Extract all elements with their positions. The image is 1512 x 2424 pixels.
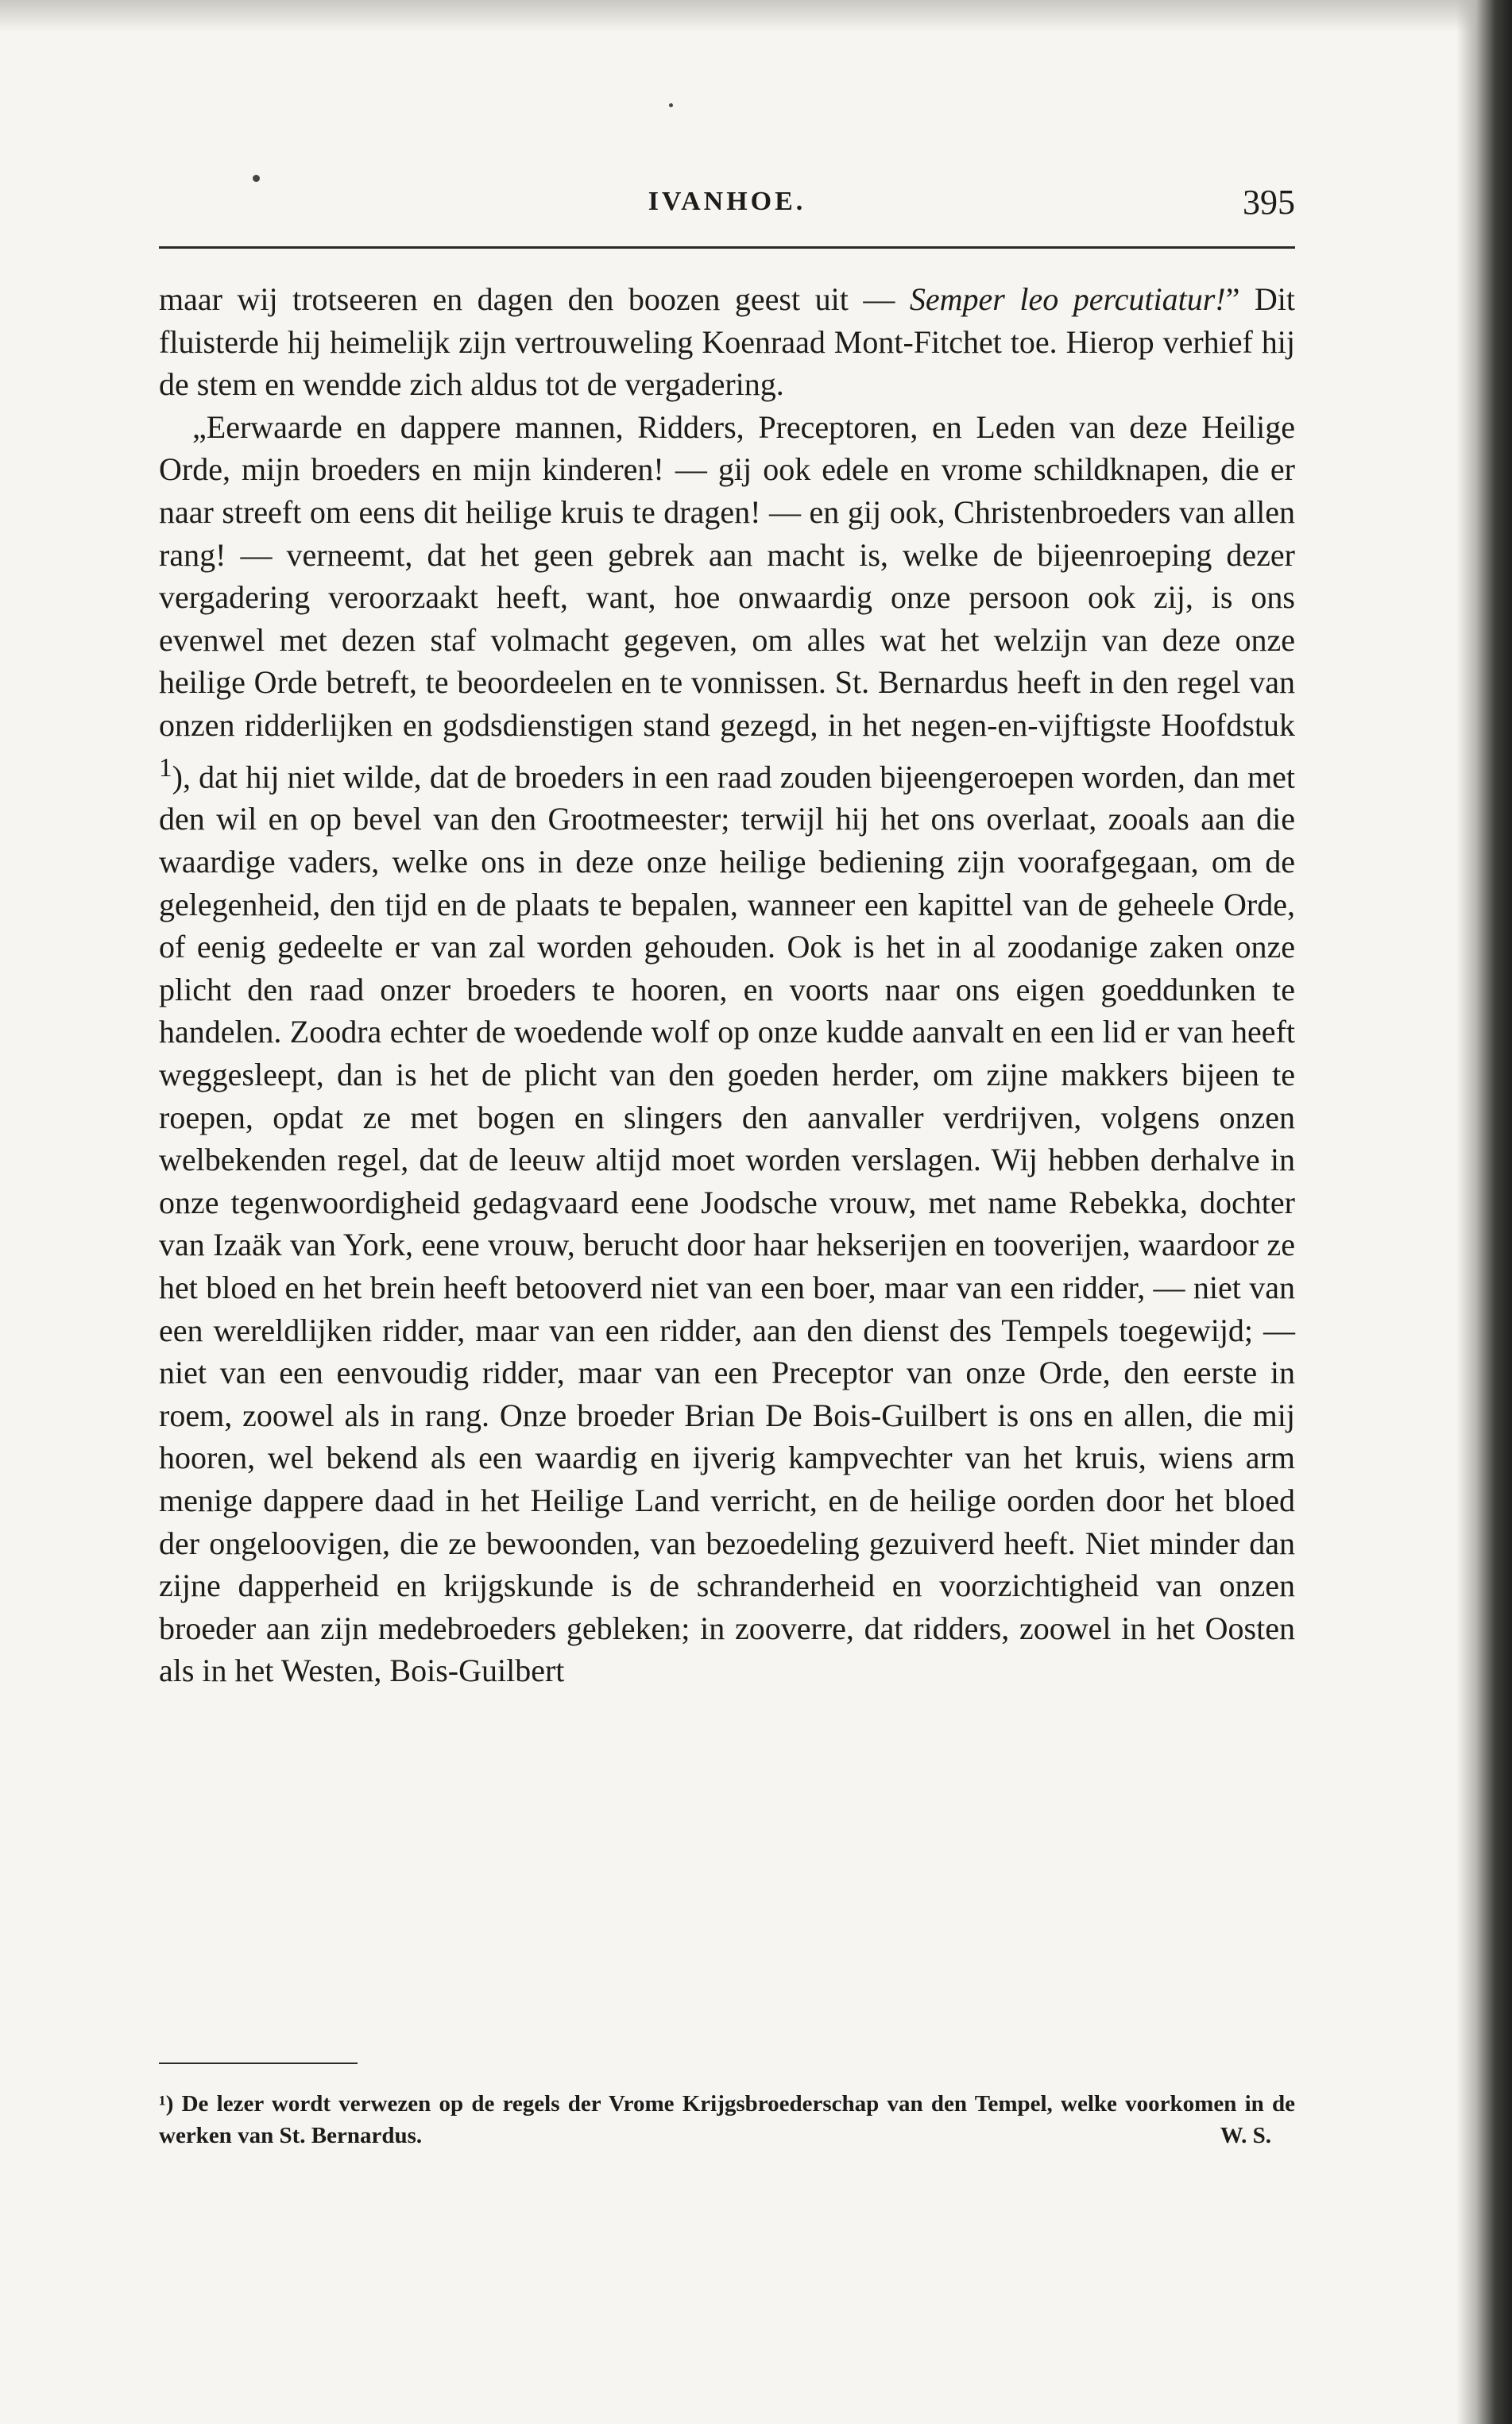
paragraph-2-part-b: ), dat hij niet wilde, dat de broeders in een raad zouden bijeengeroepen worden, dan met den wil en op bevel van den Grootmeester; terwijl hij het ons overlaat, zooals aan die waardige vaders, welke ons in deze onze heilige bediening zijn voorafgegaan, om de gelegenheid, den tijd en de plaats te bepalen, wanneer een kapittel van de geheele Orde, of eenig gedeelte er van zal worden gehouden. Ook is het in al zoodanige zaken onze plicht den raad onzer broeders te hooren, en voorts naar ons eigen goeddunken te handelen. Zoodra echter de woedende wolf op onze kudde aanvalt en een lid er van heeft weggesleept, dan is het de plicht van den goeden herder, om zijne makkers bijeen te roepen, opdat ze met bogen en slingers den aanvaller verdrijven, volgens onzen welbekenden regel, dat de leeuw altijd moet worden verslagen. Wij hebben derhalve in onze tegenwoordigheid gedagvaard eene Joodsche vrouw, met name Rebekka, dochter van Izaäk van York, eene vrouw, berucht door haar hekserijen en tooverijen, waardoor ze het bloed en het brein heeft betooverd niet van een boer, maar van een ridder, — niet van een wereldlijken ridder, maar van een ridder, aan den dienst des Tempels toegewijd; — niet van een eenvoudig ridder, maar van een Preceptor van onze Orde, den eerste in roem, zoowel als in rang. Onze broeder Brian De Bois-Guilbert is ons en allen, die mij hooren, wel bekend als een waardig en ijverig kampvechter van het kruis, wiens arm menige dappere daad in het Heilige Land verricht, en de heilige oorden door het bloed der ongeloovigen, die ze bewoonden, van bezoedeling gezuiverd heeft. Niet minder dan zijne dapperheid en krijgskunde is de schranderheid en voorzichtigheid van onzen broeder aan zijn medebroeders gebleken; in zooverre, dat ridders, zoowel in het Oosten als in het Westen, Bois-Guilbert <box>159 758 1295 1689</box>
running-title: IVANHOE. <box>648 187 806 216</box>
ink-speck <box>253 175 260 182</box>
latin-phrase: Semper leo percutiatur! <box>909 281 1226 317</box>
footnote-reference: 1 <box>159 752 172 783</box>
scan-right-edge <box>1456 0 1512 2424</box>
footnote-signature: W. S. <box>1220 2123 1271 2148</box>
paragraph-1-start: maar wij trotseeren en dagen den boozen geest uit — <box>159 281 910 317</box>
paragraph-1-rest: ” Dit fluisterde hij heimelijk zijn vertrouweling Koenraad Mont-Fitchet toe. Hierop verhief hij de stem en wendde zich aldus tot de vergadering. <box>159 281 1295 403</box>
header-rule <box>159 246 1295 249</box>
page-header <box>159 183 1295 234</box>
footnote <box>159 2088 1295 2151</box>
footnote-text: ¹) De lezer wordt verwezen op de regels der Vrome Krijgsbroederschap van den Tempel, welke voorkomen in de werken van St. Bernardus. <box>159 2091 1295 2148</box>
paragraph-2 <box>159 406 1295 1692</box>
body-text <box>159 278 1295 1692</box>
paragraph-2-part-a: „Eerwaarde en dappere mannen, Ridders, Preceptoren, en Leden van deze Heilige Orde, mijn broeders en mijn kinderen! — gij ook edele en vrome schildknapen, die er naar streeft om eens dit heilige kruis te dragen! — en gij ook, Christenbroeders van allen rang! — verneemt, dat het geen gebrek aan macht is, welke de bijeenroeping dezer vergadering veroorzaakt heeft, want, hoe onwaardig onze persoon ook zij, is ons evenwel met dezen staf volmacht gegeven, om alles wat het welzijn van deze onze heilige Orde betreft, te beoordeelen en te vonnissen. St. Bernardus heeft in den regel van onzen ridderlijken en godsdienstigen stand gezegd, in het negen-en-vijftigste Hoofdstuk <box>159 408 1295 743</box>
scan-top-edge <box>0 0 1512 32</box>
ink-speck <box>669 103 673 107</box>
paragraph-1 <box>159 278 1295 406</box>
page-number: 395 <box>1243 183 1295 222</box>
footnote-rule <box>159 2063 358 2064</box>
